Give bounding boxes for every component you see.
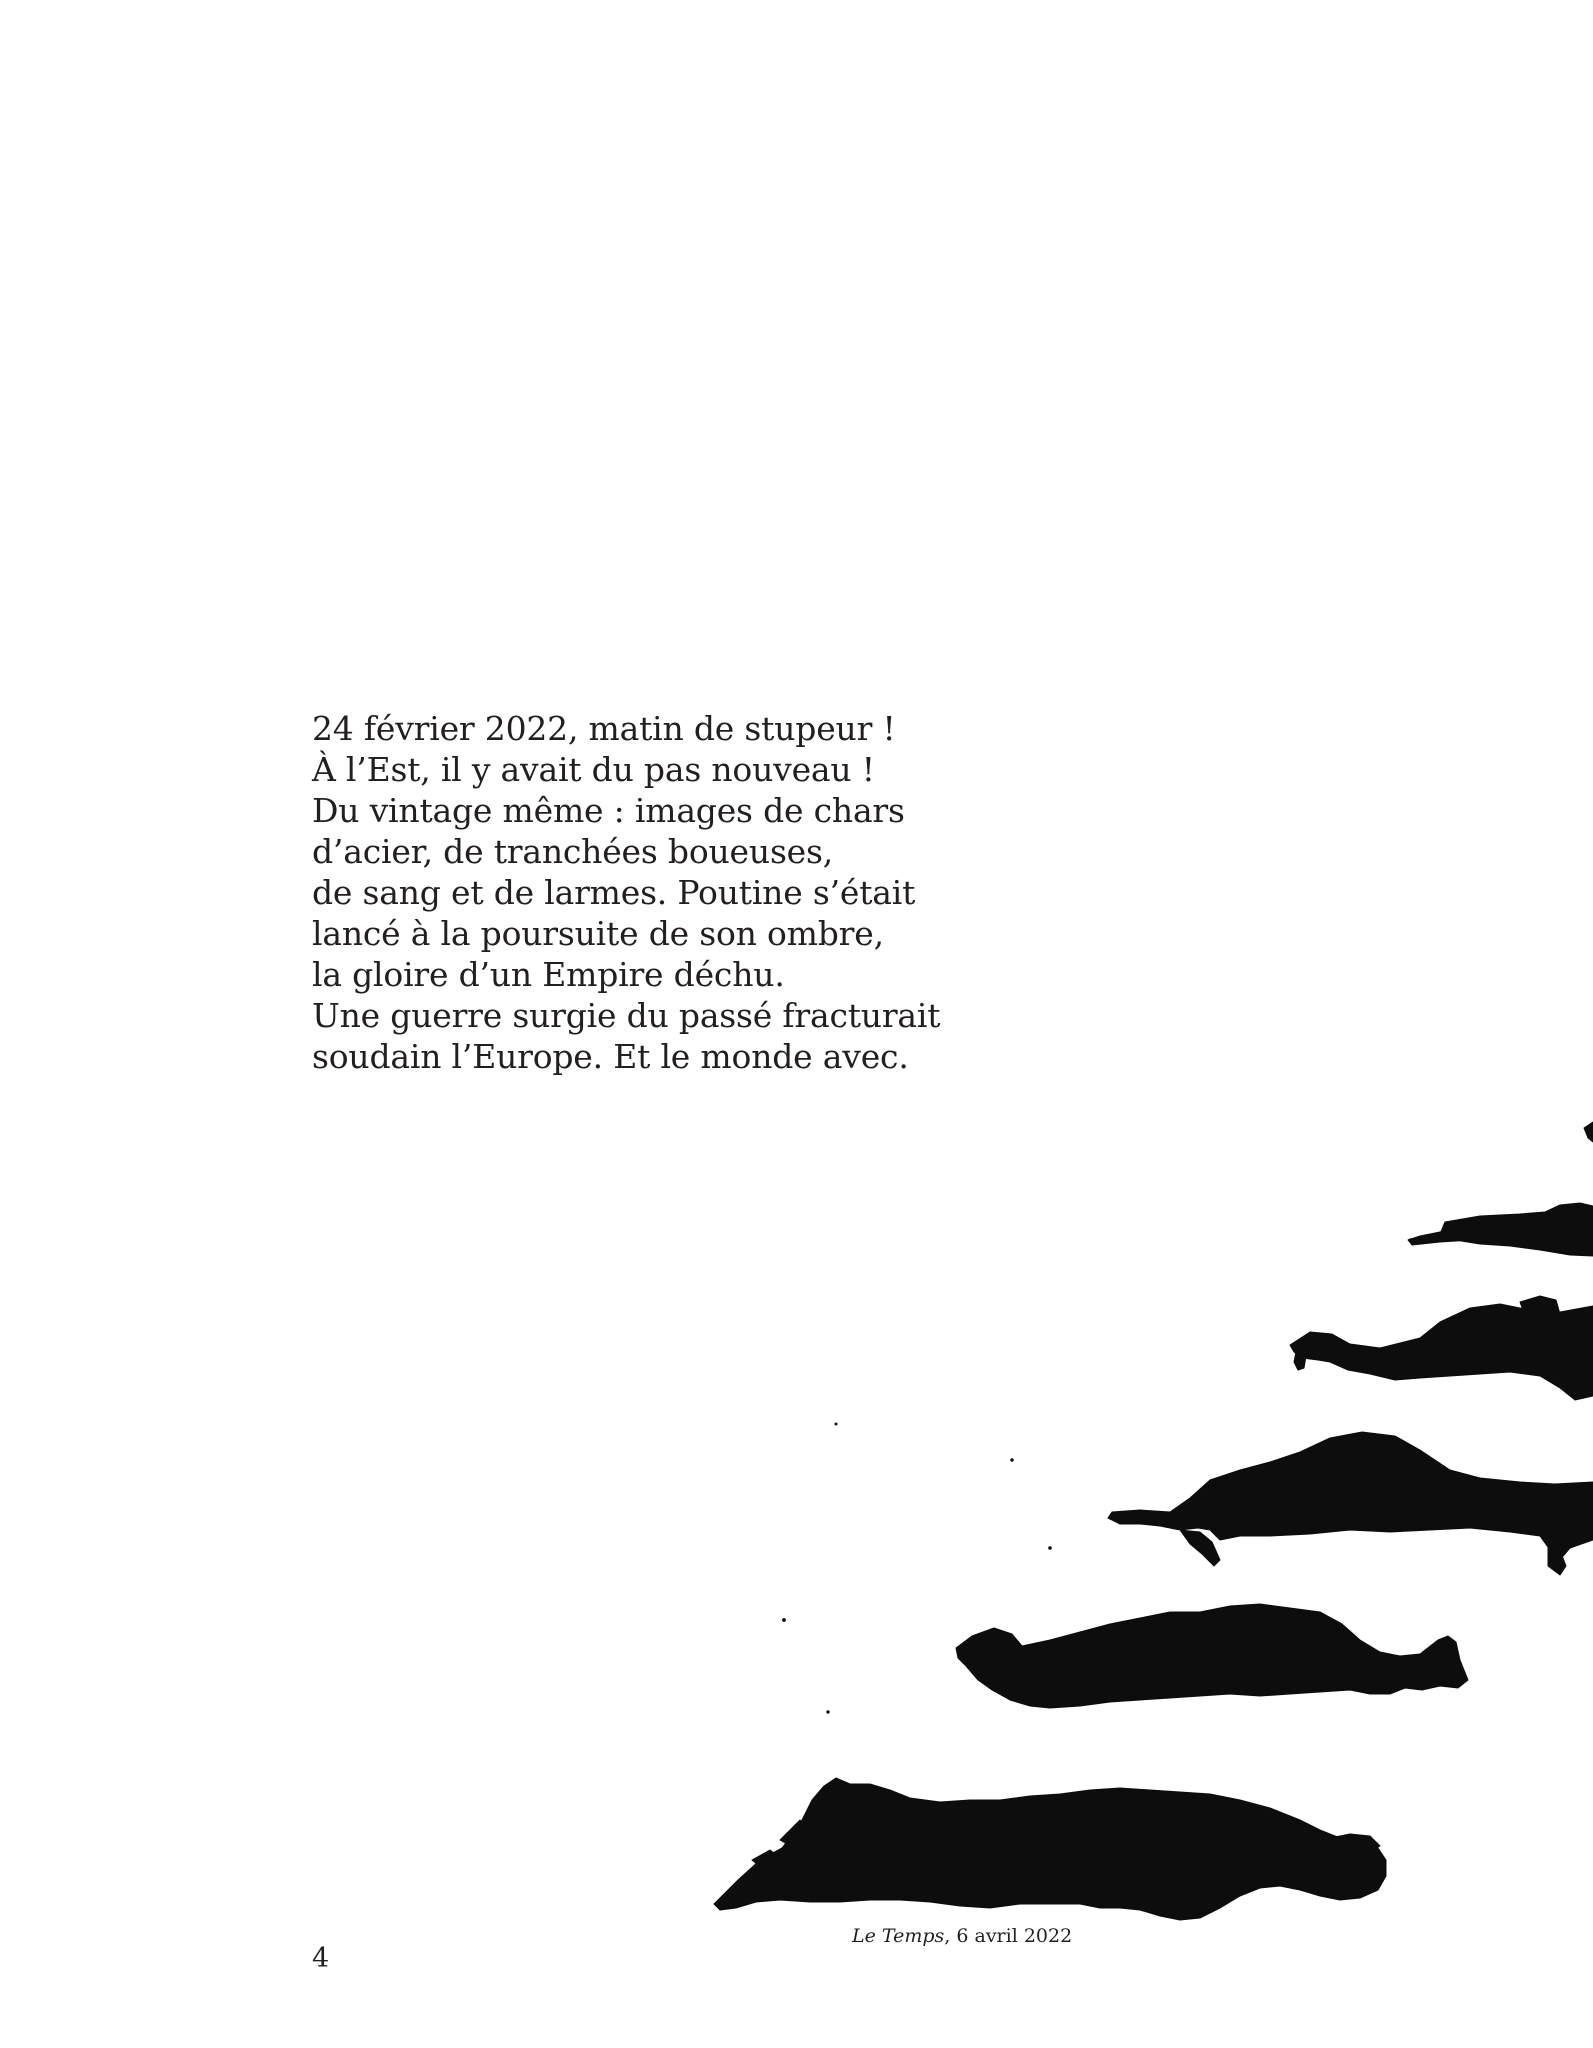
body-silhouette <box>714 1778 1386 1920</box>
body-line: soudain l’Europe. Et le monde avec. <box>312 1037 909 1076</box>
ink-speck <box>835 1423 837 1425</box>
body-silhouette <box>1408 1203 1593 1256</box>
ink-speck <box>827 1711 829 1713</box>
body-line: de sang et de larmes. Poutine s’était <box>312 873 916 912</box>
body-line: la gloire d’un Empire déchu. <box>312 955 785 994</box>
body-line: lancé à la poursuite de son ombre, <box>312 914 884 953</box>
body-line: d’acier, de tranchées boueuses, <box>312 832 834 871</box>
image-caption <box>852 1924 1072 1948</box>
ink-speck <box>1049 1547 1052 1550</box>
caption-date: , 6 avril 2022 <box>944 1925 1073 1947</box>
page-number: 4 <box>312 1943 330 1974</box>
caption-source: Le Temps <box>852 1925 945 1947</box>
ink-speck <box>1011 1459 1013 1461</box>
body-silhouette <box>1108 1432 1593 1575</box>
body-line: 24 février 2022, matin de stupeur ! <box>312 709 896 748</box>
body-silhouette-fragment <box>1584 1122 1593 1142</box>
body-line: Une guerre surgie du passé fracturait <box>312 996 941 1035</box>
body-silhouette <box>1290 1296 1593 1400</box>
ink-speck <box>783 1619 786 1622</box>
body-silhouette <box>956 1604 1468 1708</box>
body-line: À l’Est, il y avait du pas nouveau ! <box>312 750 875 789</box>
body-line: Du vintage même : images de chars <box>312 791 905 830</box>
